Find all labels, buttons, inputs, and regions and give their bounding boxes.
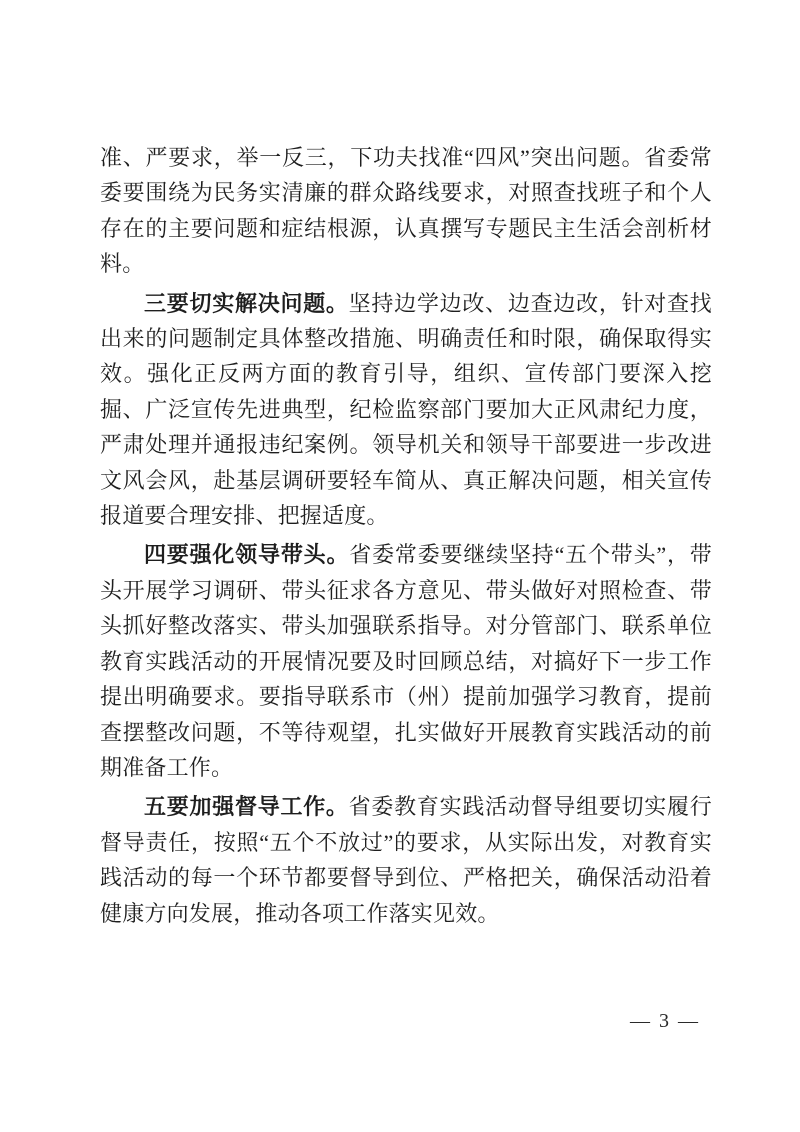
- paragraph-text: 准、严要求，举一反三，下功夫找准“四风”突出问题。省委常委要围绕为民务实清廉的群众路线要求，对照查找班子和个人存在的主要问题和症结根源，认真撰写专题民主生活会剖析材料。: [100, 145, 712, 277]
- paragraph-text: 省委教育实践活动督导组要切实履行督导责任，按照“五个不放过”的要求，从实际出发，对教育实践活动的每一个环节都要督导到位、严格把关，确保活动沿着健康方向发展，推动各项工作落实见效。: [100, 794, 712, 926]
- paragraph-lead: 五要加强督导工作。: [144, 794, 349, 820]
- paragraph-point-five: [100, 789, 712, 931]
- document-body: [100, 140, 712, 935]
- paragraph-continuation: [100, 140, 712, 282]
- paragraph-text: 省委常委要继续坚持“五个带头”，带头开展学习调研、带头征求各方意见、带头做好对照检查、带头抓好整改落实、带头加强联系指导。对分管部门、联系单位教育实践活动的开展情况要及时回顾总结，对搞好下一步工作提出明确要求。要指导联系市（州）提前加强学习教育，提前查摆整改问题，不等待观望，扎实做好开展教育实践活动的前期准备工作。: [100, 542, 712, 780]
- paragraph-point-four: [100, 537, 712, 785]
- paragraph-point-three: [100, 286, 712, 534]
- paragraph-text: 坚持边学边改、边查边改，针对查找出来的问题制定具体整改措施、明确责任和时限，确保取得实效。强化正反两方面的教育引导，组织、宣传部门要深入挖掘、广泛宣传先进典型，纪检监察部门要加大正风肃纪力度，严肃处理并通报违纪案例。领导机关和领导干部要进一步改进文风会风，赴基层调研要轻车简从、真正解决问题，相关宣传报道要合理安排、把握适度。: [100, 290, 712, 529]
- paragraph-lead: 三要切实解决问题。: [144, 290, 349, 316]
- paragraph-lead: 四要强化领导带头。: [144, 542, 350, 568]
- page-number: — 3 —: [630, 1010, 700, 1032]
